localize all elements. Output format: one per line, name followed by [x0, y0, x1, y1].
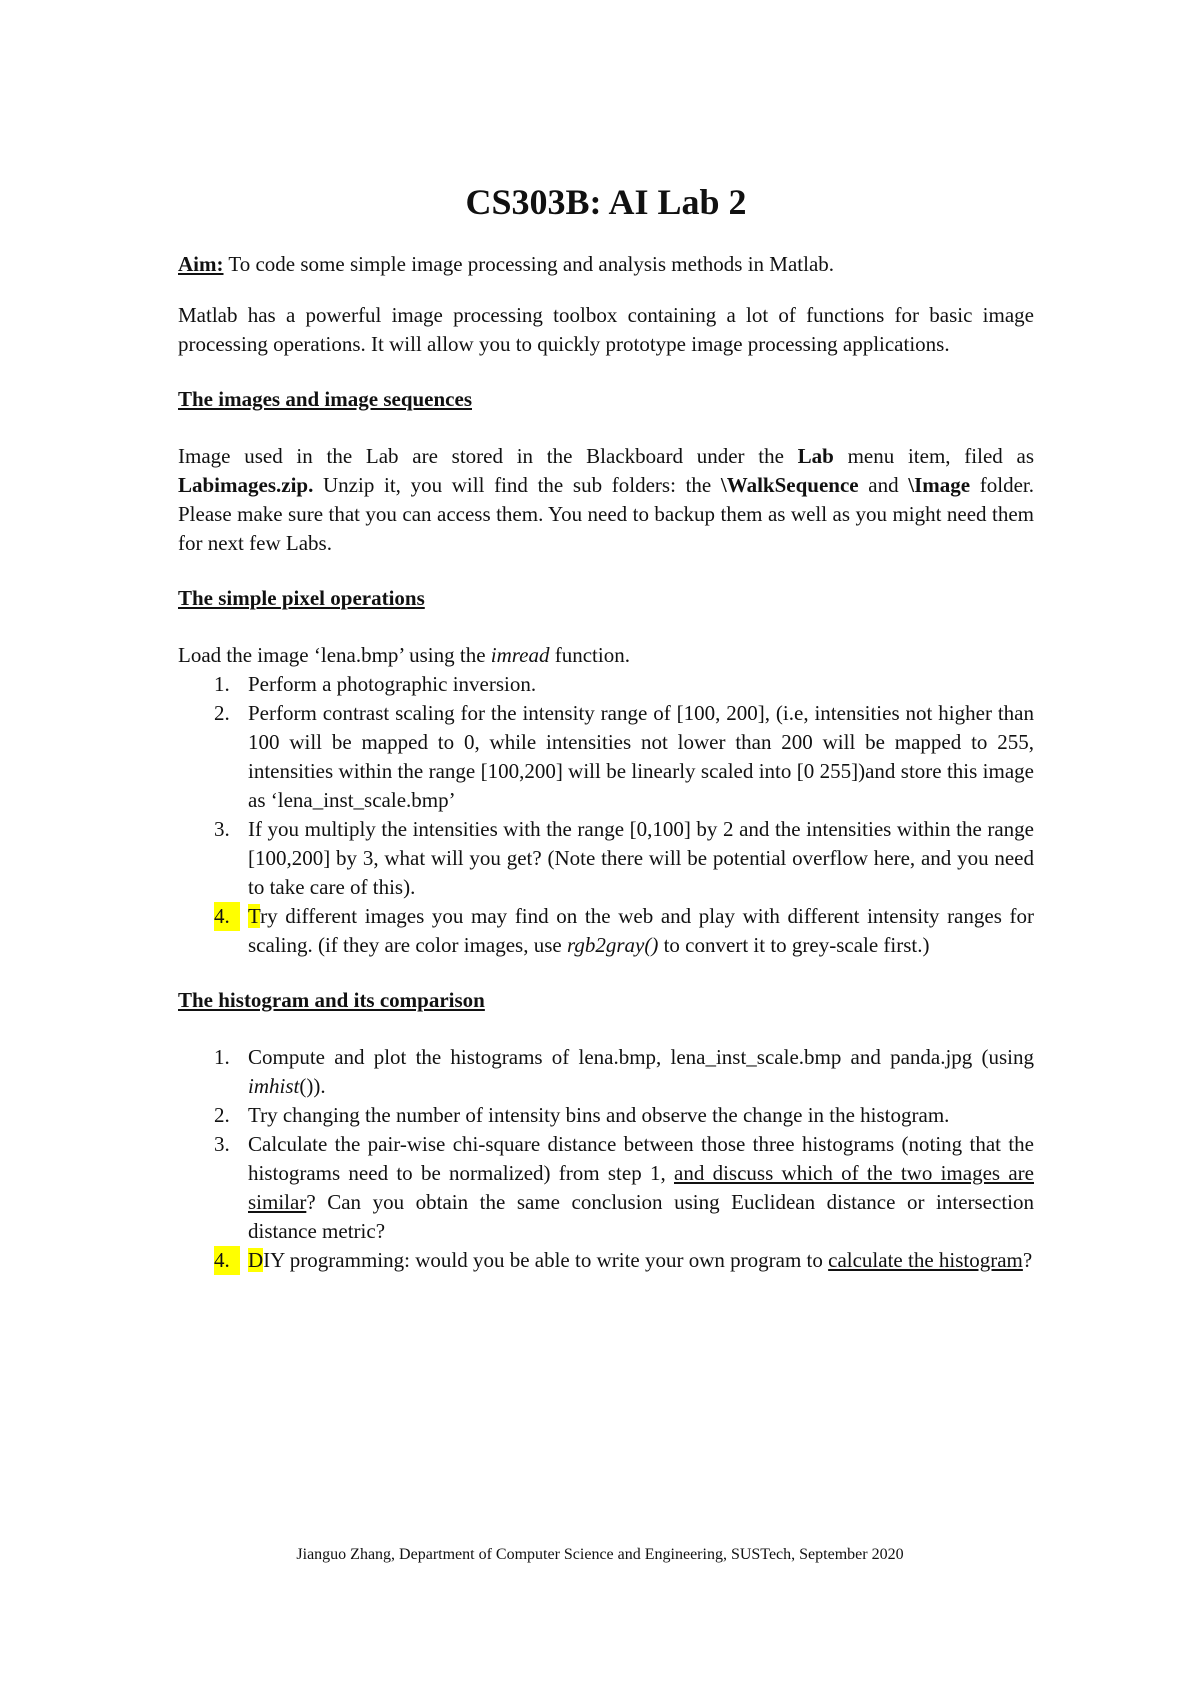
text-run: function. [549, 643, 630, 667]
rgb2gray-fn: rgb2gray() [566, 933, 659, 957]
list-number: 3. [214, 1132, 230, 1156]
page-title: CS303B: AI Lab 2 [465, 182, 747, 222]
list-text: Try changing the number of intensity bins and observe the change in the histogram. [248, 1103, 950, 1127]
list-text: ()). [299, 1074, 326, 1098]
text-run: Load the image ‘lena.bmp’ using the [178, 643, 491, 667]
section-histogram-heading: The histogram and its comparison [178, 988, 485, 1012]
text-run: and [858, 473, 909, 497]
list-text: IY programming: would you be able to write your own program to [263, 1248, 829, 1272]
list-item [178, 1043, 1034, 1101]
intro-paragraph: Matlab has a powerful image processing toolbox containing a lot of functions for basic image processing operations. It will allow you to quickly prototype image processing applications. [178, 303, 1034, 356]
list-number: 2. [214, 701, 230, 725]
section-pixel-heading: The simple pixel operations [178, 586, 425, 610]
list-item [178, 670, 1034, 699]
text-run: folder. Please make sure that you can access them. You need to backup them as well as you might need them for next few Labs. [178, 473, 1035, 555]
list-text: Perform a photographic inversion. [248, 672, 537, 696]
imread-fn: imread [490, 643, 550, 667]
list-item [178, 815, 1034, 902]
document-body [178, 180, 1034, 1275]
lab-menu-name: Lab [797, 444, 834, 468]
list-item [178, 1246, 1034, 1275]
list-number: 2. [214, 1103, 230, 1127]
list-number-highlighted: 4. [214, 1246, 240, 1275]
list-number: 1. [214, 1045, 230, 1069]
list-text: ? [1022, 1248, 1033, 1272]
list-item [178, 699, 1034, 815]
text-run: menu item, filed as [833, 444, 1034, 468]
list-number: 1. [214, 672, 230, 696]
aim-text: To code some simple image processing and analysis methods in Matlab. [223, 252, 835, 276]
aim-label: Aim: [178, 252, 224, 276]
underlined-phrase: and discuss which of the two images are similar [248, 1161, 1034, 1214]
list-text: to convert it to grey-scale first.) [658, 933, 930, 957]
section-images-paragraph [178, 442, 1034, 558]
list-item [178, 1130, 1034, 1246]
text-run: Unzip it, you will find the sub folders: the [313, 473, 721, 497]
zip-file-name: Labimages.zip. [178, 473, 314, 497]
list-text: If you multiply the intensities with the range [0,100] by 2 and the intensities within the range [100,200] by 3, what will you get? (Note there will be potential overflow here, and you need to take care of this). [248, 817, 1034, 899]
underlined-phrase: calculate the histogram [828, 1248, 1023, 1272]
list-text: Compute and plot the histograms of lena.bmp, lena_inst_scale.bmp and panda.jpg (using [248, 1045, 1034, 1069]
aim-paragraph [178, 250, 1034, 279]
section-pixel-lead [178, 641, 1034, 670]
list-text: ? Can you obtain the same conclusion using Euclidean distance or intersection distance metric? [248, 1190, 1034, 1243]
page-footer: Jianguo Zhang, Department of Computer Science and Engineering, SUSTech, September 2020 [296, 1546, 904, 1563]
text-run: Image used in the Lab are stored in the Blackboard under the [178, 444, 798, 468]
histogram-list [178, 1043, 1034, 1275]
image-folder-name: \Image [908, 473, 971, 497]
list-item [178, 902, 1034, 960]
highlighted-letter: T [248, 904, 261, 928]
list-text: Perform contrast scaling for the intensity range of [100, 200], (i.e, intensities not higher than 100 will be mapped to 0, while intensities not lower than 200 will be mapped to 255, intensities within the range [100,200] will be linearly scaled into [0 255])and store this image as ‘lena_inst_scale.bmp’ [248, 701, 1034, 812]
list-item [178, 1101, 1034, 1130]
section-images-heading: The images and image sequences [178, 387, 472, 411]
list-text: Calculate the pair-wise chi-square distance between those three histograms (noting that the histograms need to be normalized) from step 1, [248, 1132, 1034, 1185]
list-text: ry different images you may find on the web and play with different intensity ranges for scaling. (if they are color images, use [248, 904, 1034, 957]
imhist-fn: imhist [248, 1074, 300, 1098]
pixel-ops-list [178, 670, 1034, 960]
list-number: 3. [214, 817, 230, 841]
highlighted-letter: D [248, 1248, 264, 1272]
walk-folder-name: \WalkSequence [720, 473, 859, 497]
list-number-highlighted: 4. [214, 902, 240, 931]
